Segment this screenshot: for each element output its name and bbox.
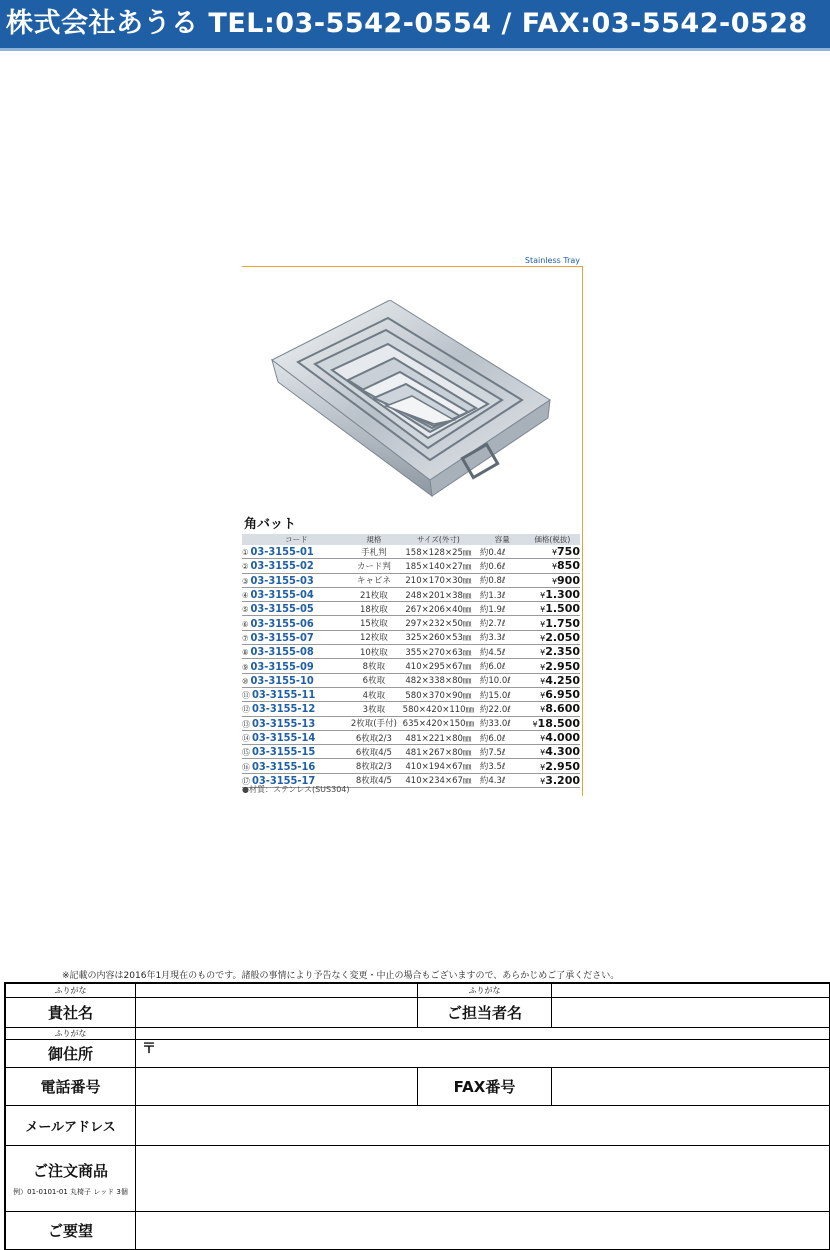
item-number: ⑤ — [242, 605, 249, 615]
yen-sign: ¥ — [540, 676, 546, 686]
item-size: 410×194×67㎜ — [397, 759, 480, 773]
item-spec: 6枚取4/5 — [351, 745, 397, 759]
yen-sign: ¥ — [540, 776, 546, 786]
item-size: 482×338×80㎜ — [397, 673, 480, 687]
item-code-cell — [242, 545, 351, 559]
item-number: ⑦ — [242, 633, 249, 643]
item-capacity: 約1.3ℓ — [480, 587, 525, 601]
item-code: 03-3155-14 — [252, 731, 316, 744]
item-code-cell — [242, 616, 351, 630]
item-price: 18.500 — [537, 716, 580, 730]
table-row — [242, 673, 580, 687]
table-header-row — [242, 534, 580, 545]
item-code: 03-3155-15 — [252, 745, 316, 759]
item-code: 03-3155-17 — [252, 773, 316, 787]
item-price: 4.300 — [545, 745, 580, 759]
item-spec: 4枚取 — [351, 687, 397, 701]
item-code-cell — [242, 645, 351, 659]
yen-sign: ¥ — [551, 548, 558, 558]
item-price-cell — [525, 730, 580, 744]
fax-label: FAX番号 — [418, 1068, 552, 1106]
item-capacity: 約22.0ℓ — [480, 702, 525, 716]
item-capacity: 約0.6ℓ — [480, 559, 525, 573]
item-code: 03-3155-07 — [250, 630, 314, 644]
catalog-panel — [242, 256, 588, 798]
item-code-cell — [242, 630, 351, 644]
item-capacity: 約10.0ℓ — [480, 673, 525, 687]
item-spec: 21枚取 — [351, 587, 397, 601]
item-price: 6.950 — [545, 688, 580, 702]
email-field[interactable] — [136, 1106, 830, 1146]
item-code-cell — [242, 716, 351, 730]
address-furigana-label: ふりがな — [6, 1028, 136, 1040]
col-price: 価格(税抜) — [525, 534, 580, 545]
yen-sign: ¥ — [540, 605, 546, 615]
item-spec: 12枚取 — [351, 630, 397, 644]
person-field[interactable] — [552, 998, 830, 1028]
address-furigana-field[interactable] — [136, 1028, 830, 1040]
item-spec: カード判 — [351, 559, 397, 573]
table-row — [242, 573, 580, 587]
item-spec: 3枚取 — [351, 702, 397, 716]
item-code-cell — [242, 702, 351, 716]
item-spec: 8枚取 — [351, 659, 397, 673]
item-capacity: 約33.0ℓ — [480, 716, 525, 730]
yen-sign: ¥ — [540, 748, 546, 758]
item-code: 03-3155-16 — [252, 759, 316, 773]
yen-sign: ¥ — [551, 576, 558, 586]
item-size: 210×170×30㎜ — [397, 573, 480, 587]
item-code-cell — [242, 659, 351, 673]
item-code: 03-3155-09 — [250, 659, 314, 673]
col-spec: 規格 — [351, 534, 397, 545]
item-code: 03-3155-08 — [250, 645, 314, 659]
item-size: 297×232×50㎜ — [397, 616, 480, 630]
item-capacity: 約4.5ℓ — [480, 645, 525, 659]
address-label: 御住所 — [6, 1040, 136, 1068]
item-capacity: 約0.4ℓ — [480, 545, 525, 559]
item-number: ⑭ — [242, 734, 250, 743]
email-label: メールアドレス — [6, 1106, 136, 1146]
yen-sign: ¥ — [540, 633, 546, 643]
item-number: ⑬ — [242, 719, 250, 729]
item-number: ⑧ — [242, 648, 249, 658]
table-row — [242, 545, 580, 559]
item-size: 325×260×53㎜ — [397, 630, 480, 644]
table-row — [242, 616, 580, 630]
item-code-cell — [242, 587, 351, 601]
item-spec: 8枚取4/5 — [351, 773, 397, 787]
order-item-field[interactable] — [136, 1146, 830, 1212]
item-price-cell — [525, 545, 580, 559]
item-code: 03-3155-13 — [252, 716, 316, 730]
item-code-cell — [242, 759, 351, 773]
item-size: 635×420×150㎜ — [397, 716, 480, 730]
phone-field[interactable] — [136, 1068, 418, 1106]
fax-field[interactable] — [552, 1068, 830, 1106]
item-code: 03-3155-05 — [250, 602, 314, 616]
header-divider — [0, 48, 830, 51]
order-item-label-cell — [6, 1146, 136, 1212]
item-code-cell — [242, 687, 351, 701]
item-number: ⑥ — [242, 619, 249, 629]
item-spec: 6枚取2/3 — [351, 730, 397, 744]
item-size: 580×420×110㎜ — [397, 702, 480, 716]
item-capacity: 約3.5ℓ — [480, 759, 525, 773]
notice-text: ※記載の内容は2016年1月現在のものです。諸般の事情により予告なく変更・中止の場合もございますので、あらかじめご了承ください。 — [62, 971, 620, 981]
item-price: 2.950 — [545, 759, 580, 773]
yen-sign: ¥ — [540, 591, 546, 601]
item-code-cell — [242, 745, 351, 759]
item-price: 3.200 — [545, 773, 580, 787]
company-field[interactable] — [136, 998, 418, 1028]
person-furigana-label: ふりがな — [418, 984, 552, 998]
item-price: 1.500 — [545, 602, 580, 616]
item-code-cell — [242, 573, 351, 587]
request-label: ご要望 — [6, 1212, 136, 1250]
postal-mark: 〒 — [142, 1041, 156, 1057]
yen-sign: ¥ — [551, 562, 558, 572]
item-number: ② — [242, 562, 249, 572]
item-price-cell — [525, 659, 580, 673]
material-note: ●材質：ステンレス(SUS304) — [242, 785, 350, 794]
item-spec: 2枚取(手付) — [351, 716, 397, 730]
item-capacity: 約2.7ℓ — [480, 616, 525, 630]
header-banner: 株式会社あうる TEL:03-5542-0554 / FAX:03-5542-0528 — [0, 0, 830, 48]
item-code: 03-3155-11 — [252, 688, 316, 702]
item-code-cell — [242, 673, 351, 687]
yen-sign: ¥ — [540, 762, 546, 772]
item-price: 2.350 — [545, 645, 580, 659]
item-size: 410×295×67㎜ — [397, 659, 480, 673]
item-number: ⑮ — [242, 748, 250, 758]
item-price-cell — [525, 745, 580, 759]
address-field[interactable] — [136, 1040, 830, 1068]
table-row — [242, 645, 580, 659]
item-price-cell — [525, 630, 580, 644]
item-spec: 手札判 — [351, 545, 397, 559]
item-price: 8.600 — [545, 702, 580, 716]
item-price: 4.000 — [545, 731, 580, 744]
item-price-cell — [525, 687, 580, 701]
item-size: 185×140×27㎜ — [397, 559, 480, 573]
item-number: ⑫ — [242, 705, 250, 715]
person-furigana-field[interactable] — [552, 984, 830, 998]
table-row — [242, 559, 580, 573]
item-price: 850 — [557, 559, 580, 573]
item-code: 03-3155-04 — [250, 588, 314, 602]
item-price-cell — [525, 573, 580, 587]
yen-sign: ¥ — [540, 662, 546, 672]
table-row — [242, 630, 580, 644]
item-size: 355×270×63㎜ — [397, 645, 480, 659]
item-code: 03-3155-01 — [250, 545, 314, 559]
item-price-cell — [525, 602, 580, 616]
item-code-cell — [242, 730, 351, 744]
item-spec: 18枚取 — [351, 602, 397, 616]
item-spec: 15枚取 — [351, 616, 397, 630]
item-size: 481×267×80㎜ — [397, 745, 480, 759]
table-row — [242, 759, 580, 773]
item-capacity: 約1.9ℓ — [480, 602, 525, 616]
table-row — [242, 602, 580, 616]
yen-sign: ¥ — [540, 619, 546, 629]
item-price-cell — [525, 773, 580, 787]
table-row — [242, 687, 580, 701]
table-row — [242, 745, 580, 759]
item-spec: 10枚取 — [351, 645, 397, 659]
col-capacity: 容量 — [480, 534, 525, 545]
item-price: 4.250 — [545, 673, 580, 687]
yen-sign: ¥ — [540, 648, 546, 658]
spec-table — [242, 534, 580, 788]
person-label: ご担当者名 — [418, 998, 552, 1028]
item-number: ⑩ — [242, 676, 249, 686]
phone-label: 電話番号 — [6, 1068, 136, 1106]
company-label: 貴社名 — [6, 998, 136, 1028]
table-row — [242, 716, 580, 730]
request-field[interactable] — [136, 1212, 830, 1250]
item-capacity: 約4.3ℓ — [480, 773, 525, 787]
orange-top-rule — [242, 266, 582, 267]
yen-sign: ¥ — [540, 705, 546, 715]
col-size: サイズ(外寸) — [397, 534, 480, 545]
item-number: ① — [242, 548, 249, 558]
table-row — [242, 702, 580, 716]
order-item-label: ご注文商品 — [32, 1162, 108, 1180]
order-form — [4, 982, 830, 1250]
item-code: 03-3155-02 — [250, 559, 314, 573]
item-spec: 8枚取2/3 — [351, 759, 397, 773]
item-capacity: 約3.3ℓ — [480, 630, 525, 644]
item-capacity: 約15.0ℓ — [480, 687, 525, 701]
item-number: ⑨ — [242, 662, 249, 672]
col-code: コード — [242, 534, 351, 545]
item-capacity: 約0.8ℓ — [480, 573, 525, 587]
item-price: 1.300 — [545, 588, 580, 602]
item-number: ④ — [242, 591, 249, 601]
item-price: 1.750 — [545, 616, 580, 630]
item-price-cell — [525, 673, 580, 687]
yen-sign: ¥ — [532, 719, 538, 729]
item-price-cell — [525, 759, 580, 773]
yen-sign: ¥ — [540, 734, 546, 743]
item-number: ⑰ — [242, 776, 250, 786]
item-size: 410×234×67㎜ — [397, 773, 480, 787]
table-row — [242, 730, 580, 744]
item-size: 481×221×80㎜ — [397, 730, 480, 744]
item-code: 03-3155-12 — [252, 702, 316, 716]
item-price-cell — [525, 702, 580, 716]
english-title: Stainless Tray — [524, 256, 580, 265]
item-code: 03-3155-03 — [250, 573, 314, 587]
item-spec: キャビネ — [351, 573, 397, 587]
item-price: 750 — [557, 545, 580, 559]
table-row — [242, 587, 580, 601]
furigana-label: ふりがな — [6, 984, 136, 998]
orange-side-rule — [582, 266, 583, 796]
item-size: 158×128×25㎜ — [397, 545, 480, 559]
item-code-cell — [242, 559, 351, 573]
item-number: ⑯ — [242, 762, 250, 772]
item-price: 2.950 — [545, 659, 580, 673]
item-price: 900 — [557, 573, 580, 587]
yen-sign: ¥ — [540, 691, 546, 701]
item-number: ③ — [242, 576, 249, 586]
item-price-cell — [525, 616, 580, 630]
company-furigana-field[interactable] — [136, 984, 418, 998]
item-spec: 6枚取 — [351, 673, 397, 687]
item-size: 248×201×38㎜ — [397, 587, 480, 601]
item-capacity: 約7.5ℓ — [480, 745, 525, 759]
item-size: 267×206×40㎜ — [397, 602, 480, 616]
table-row — [242, 659, 580, 673]
stainless-tray-photo — [270, 300, 560, 540]
item-price-cell — [525, 559, 580, 573]
item-code: 03-3155-06 — [250, 616, 314, 630]
item-code: 03-3155-10 — [250, 673, 314, 687]
item-size: 580×370×90㎜ — [397, 687, 480, 701]
item-capacity: 約6.0ℓ — [480, 659, 525, 673]
item-capacity: 約6.0ℓ — [480, 730, 525, 744]
item-price-cell — [525, 587, 580, 601]
item-price-cell — [525, 716, 580, 730]
order-example: 例）01-0101-01 丸椅子 レッド 3個 — [13, 1188, 128, 1196]
product-title: 角バット — [244, 517, 297, 532]
item-price-cell — [525, 645, 580, 659]
item-code-cell — [242, 602, 351, 616]
item-number: ⑪ — [242, 691, 250, 701]
item-price: 2.050 — [545, 630, 580, 644]
